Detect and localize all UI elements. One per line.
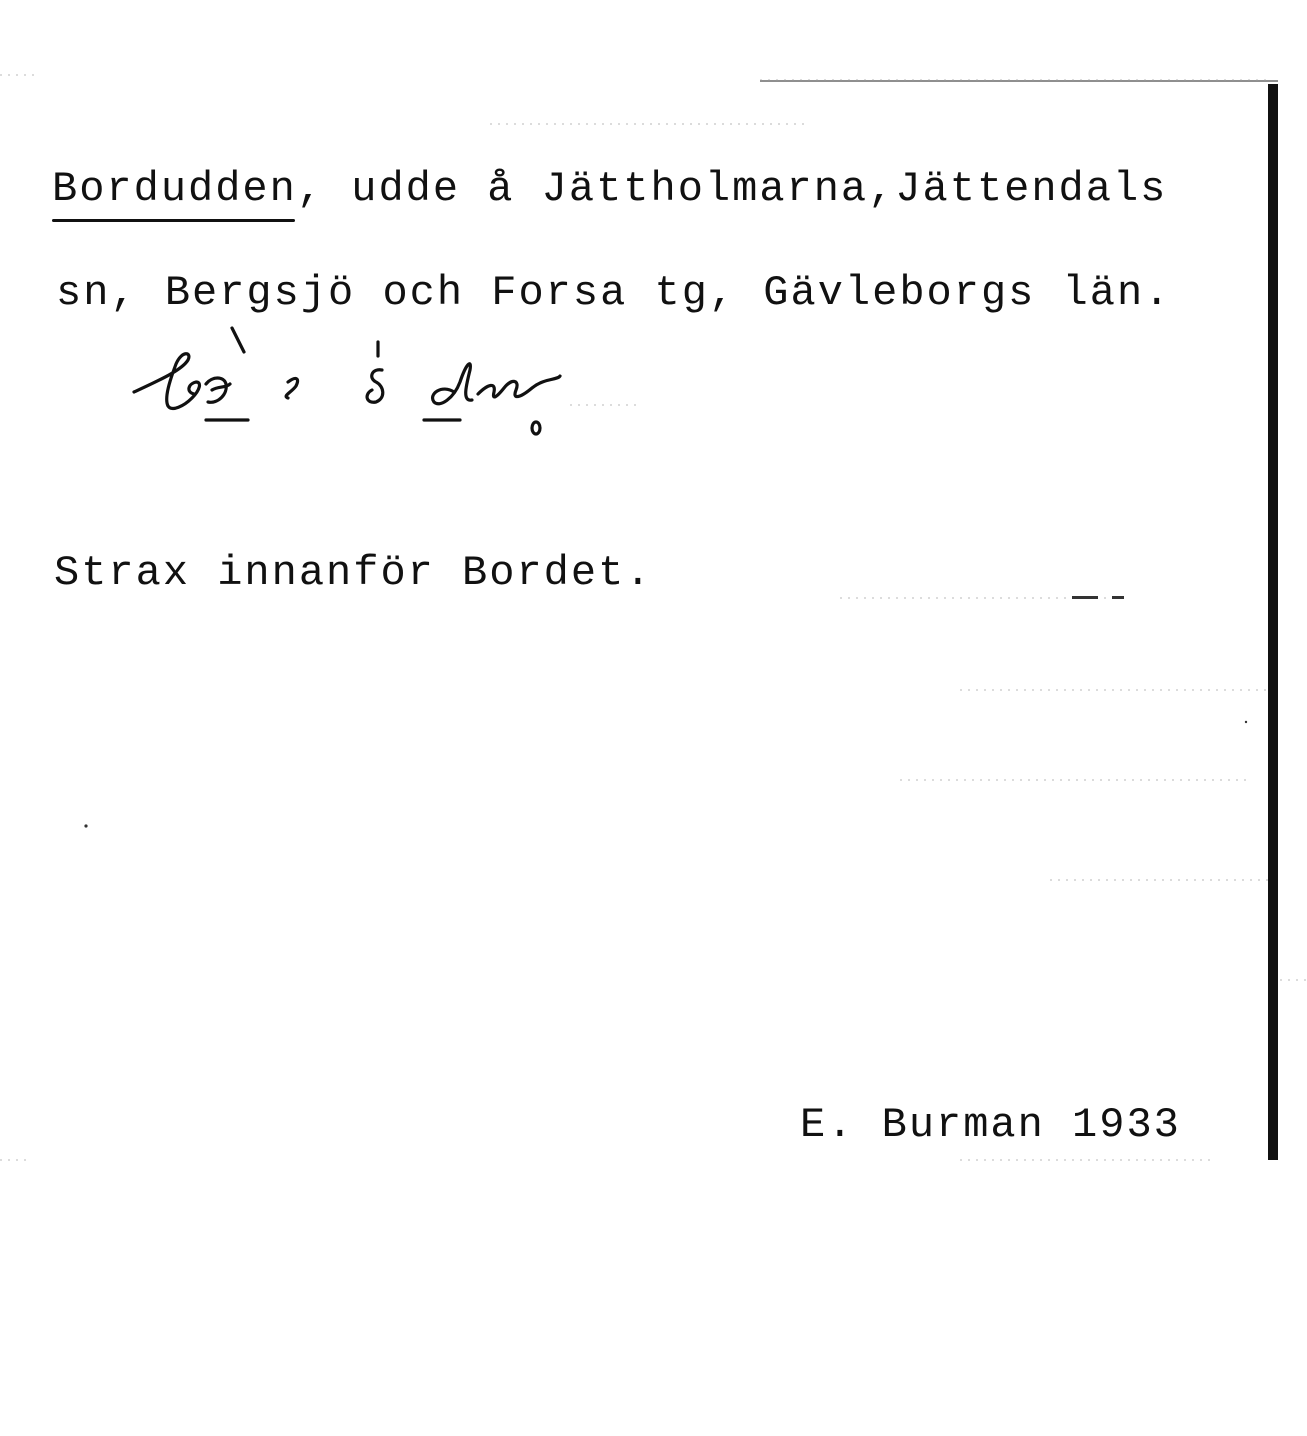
headword: Bordudden — [52, 165, 297, 213]
headword-wrapper — [52, 165, 297, 213]
entry-line-1-rest: , udde å Jättholmarna,Jättendals — [296, 165, 1168, 213]
handwritten-pronunciation — [120, 318, 590, 448]
entry-line-2: sn, Bergsjö och Forsa tg, Gävleborgs län. — [56, 269, 1172, 317]
description-line: Strax innanför Bordet. — [54, 549, 653, 597]
headword-underline — [52, 219, 295, 222]
author-signature: E. Burman 1933 — [800, 1101, 1181, 1149]
card-right-edge — [1268, 84, 1278, 1160]
entry-line-1 — [52, 165, 1168, 213]
card-top-edge — [760, 80, 1278, 82]
